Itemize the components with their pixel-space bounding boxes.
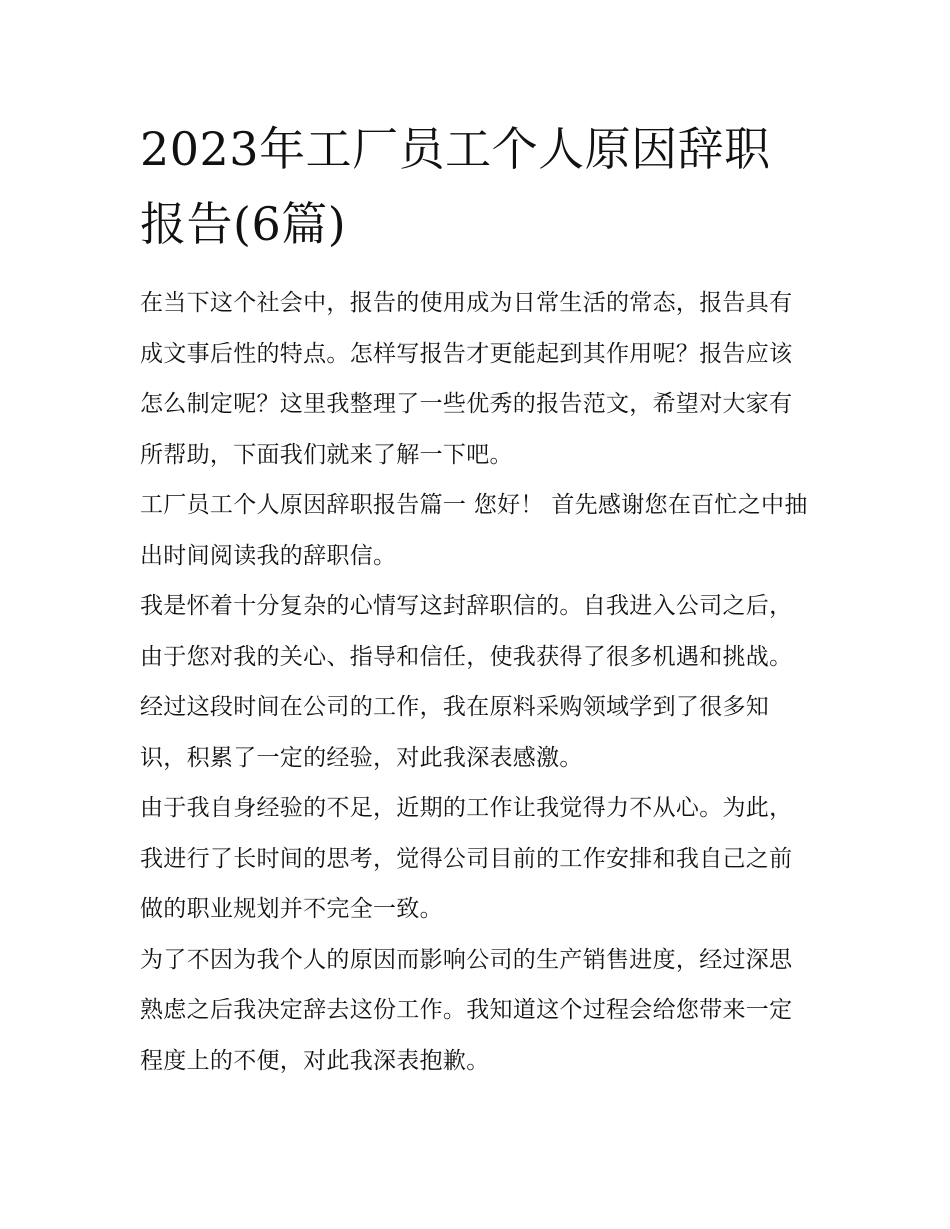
paragraph-reason: 由于我自身经验的不足，近期的工作让我觉得力不从心。为此，我进行了长时间的思考，觉得公司目前的工作安排和我自己之前做的职业规划并不完全一致。 xyxy=(140,795,793,922)
paragraph-intro: 在当下这个社会中，报告的使用成为日常生活的常态，报告具有成文事后性的特点。怎样写报告才更能起到其作用呢？报告应该怎么制定呢？这里我整理了一些优秀的报告范文，希望对大家有所帮助，下面我们就来了解一下吧。 xyxy=(140,290,793,468)
paragraph-greeting: 工厂员工个人原因辞职报告篇一 您好！ 首先感谢您在百忙之中抽出时间阅读我的辞职信。 xyxy=(140,492,808,569)
paragraph-decision: 为了不因为我个人的原因而影响公司的生产销售进度，经过深思熟虑之后我决定辞去这份工作。我知道这个过程会给您带来一定程度上的不便，对此我深表抱歉。 xyxy=(140,946,793,1074)
document-title: 2023年工厂员工个人原因辞职报告(6篇) xyxy=(140,122,771,251)
document-body xyxy=(140,112,815,1086)
paragraph-gratitude: 我是怀着十分复杂的心情写这封辞职信的。自我进入公司之后，由于您对我的关心、指导和信任，使我获得了很多机遇和挑战。经过这段时间在公司的工作，我在原料采购领域学到了很多知识，积累了一定的经验，对此我深表感激。 xyxy=(140,593,793,771)
